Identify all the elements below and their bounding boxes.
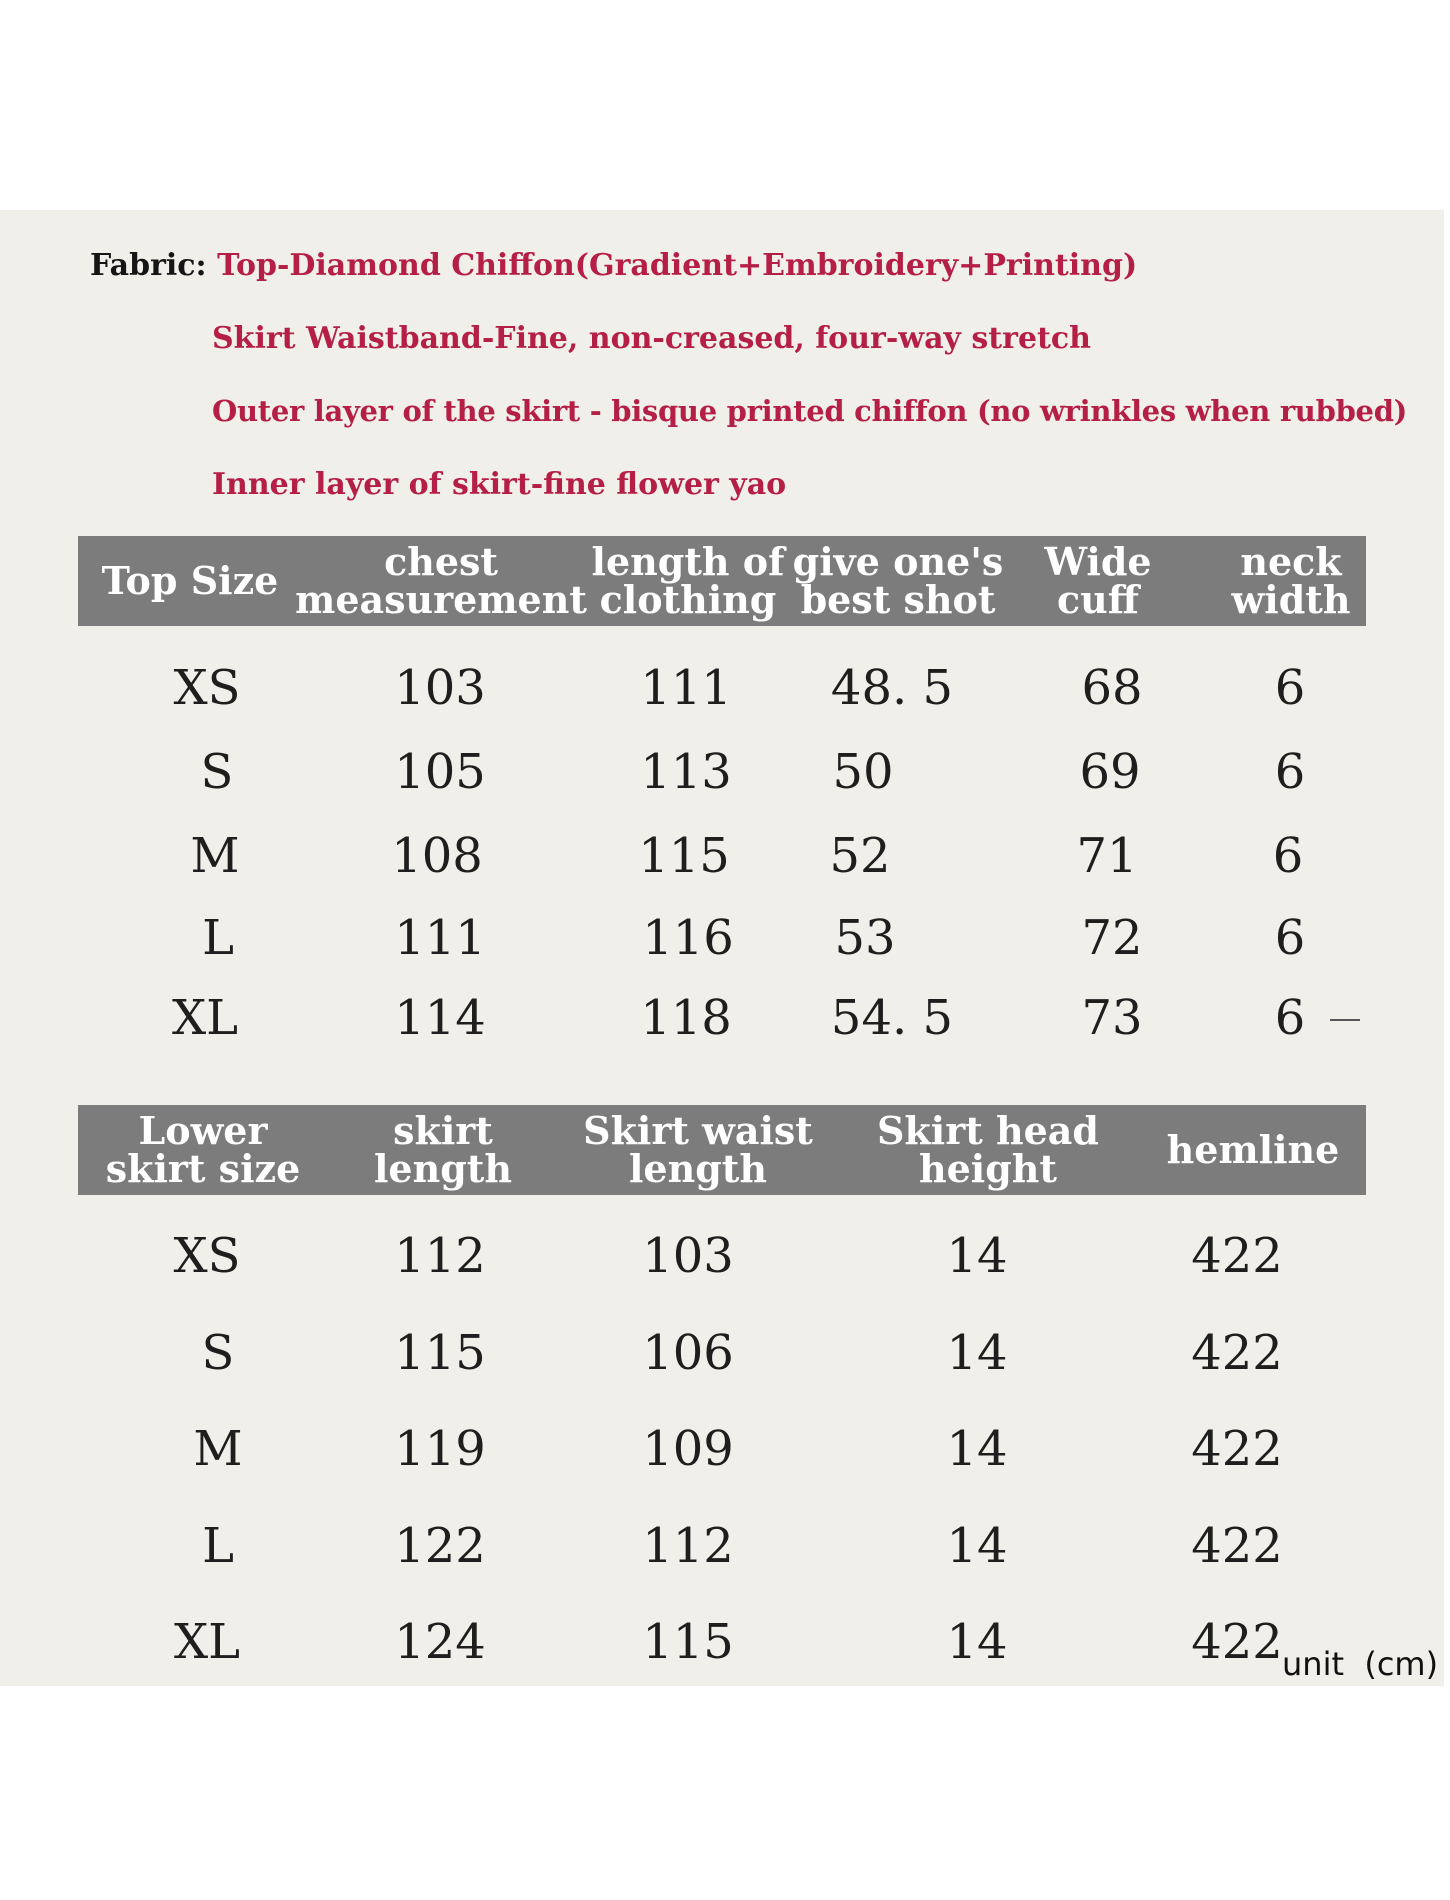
skirt-cell: 115: [394, 1325, 486, 1381]
skirt-cell: 422: [1191, 1421, 1283, 1477]
fabric-top-text: Top-Diamond Chiffon(Gradient+Embroidery+Printing): [217, 248, 1138, 283]
skirt-cell: 14: [946, 1421, 1008, 1477]
top-header-size: Top Size: [101, 558, 279, 603]
top-cell: 48. 5: [830, 660, 954, 716]
top-cell: 116: [642, 910, 734, 966]
skirt-header-length: skirt length: [374, 1108, 512, 1191]
top-cell: S: [200, 744, 234, 800]
top-header-neck: neck width: [1231, 539, 1351, 622]
skirt-cell: 103: [642, 1228, 734, 1284]
skirt-header-size: Lower skirt size: [105, 1108, 301, 1191]
top-cell: 53: [834, 910, 896, 966]
top-cell: 6: [1274, 660, 1306, 716]
top-cell: 72: [1081, 910, 1143, 966]
top-cell: 50: [832, 744, 894, 800]
unit-note: unit (cm): [1282, 1645, 1439, 1683]
top-header-chest: chest measurement: [295, 539, 587, 622]
top-cell: 6: [1272, 828, 1304, 884]
skirt-cell: 115: [642, 1614, 734, 1670]
skirt-cell: 14: [946, 1228, 1008, 1284]
top-cell: 111: [394, 910, 486, 966]
skirt-cell: 106: [642, 1325, 734, 1381]
top-cell: 118: [640, 990, 732, 1046]
top-cell: XL: [171, 990, 239, 1046]
top-cell: 6: [1274, 910, 1306, 966]
top-cell: 103: [394, 660, 486, 716]
skirt-cell: L: [202, 1518, 234, 1574]
fabric-line-4: Inner layer of skirt-fine flower yao: [212, 467, 787, 502]
skirt-cell: XS: [173, 1228, 241, 1284]
top-cell: 111: [640, 660, 732, 716]
skirt-cell: 14: [946, 1614, 1008, 1670]
fabric-label: Fabric:: [90, 248, 207, 283]
skirt-cell: 14: [946, 1325, 1008, 1381]
skirt-cell: 112: [642, 1518, 734, 1574]
top-cell: 68: [1081, 660, 1143, 716]
skirt-cell: S: [201, 1325, 235, 1381]
top-cell: 6: [1274, 990, 1306, 1046]
fabric-line-1: [90, 248, 1137, 283]
top-header-cuff: Wide cuff: [1044, 539, 1152, 622]
top-cell: 114: [394, 990, 486, 1046]
skirt-cell: 422: [1191, 1518, 1283, 1574]
top-cell: L: [202, 910, 234, 966]
skirt-cell: 14: [946, 1518, 1008, 1574]
skirt-cell: 122: [394, 1518, 486, 1574]
skirt-cell: 112: [394, 1228, 486, 1284]
skirt-header-head: Skirt head height: [876, 1108, 1099, 1191]
skirt-cell: 422: [1191, 1614, 1283, 1670]
top-table-header: [78, 536, 1366, 626]
top-cell: 105: [394, 744, 486, 800]
top-cell: 69: [1079, 744, 1141, 800]
top-cell: 73: [1081, 990, 1143, 1046]
skirt-cell: 109: [642, 1421, 734, 1477]
top-cell: 52: [829, 828, 891, 884]
fabric-line-3: Outer layer of the skirt - bisque printed chiffon (no wrinkles when rubbed): [212, 394, 1408, 428]
top-header-shot: give one's best shot: [792, 539, 1004, 622]
top-cell: 115: [638, 828, 730, 884]
skirt-cell: 124: [394, 1614, 486, 1670]
skirt-cell: 422: [1191, 1228, 1283, 1284]
top-cell: 6: [1274, 744, 1306, 800]
skirt-header-waist: Skirt waist length: [583, 1108, 813, 1191]
stray-dash: [1330, 1019, 1360, 1021]
top-cell: M: [190, 828, 240, 884]
top-header-length: length of clothing: [591, 539, 785, 622]
skirt-cell: 119: [394, 1421, 486, 1477]
skirt-cell: XL: [173, 1614, 241, 1670]
top-cell: 71: [1076, 828, 1138, 884]
top-cell: 54. 5: [830, 990, 954, 1046]
skirt-cell: M: [193, 1421, 243, 1477]
skirt-cell: 422: [1191, 1325, 1283, 1381]
top-cell: 113: [640, 744, 732, 800]
top-cell: 108: [391, 828, 483, 884]
fabric-line-2: Skirt Waistband-Fine, non-creased, four-way stretch: [212, 321, 1091, 356]
skirt-table-header: [78, 1105, 1366, 1195]
top-cell: XS: [173, 660, 241, 716]
skirt-header-hemline: hemline: [1166, 1127, 1340, 1172]
